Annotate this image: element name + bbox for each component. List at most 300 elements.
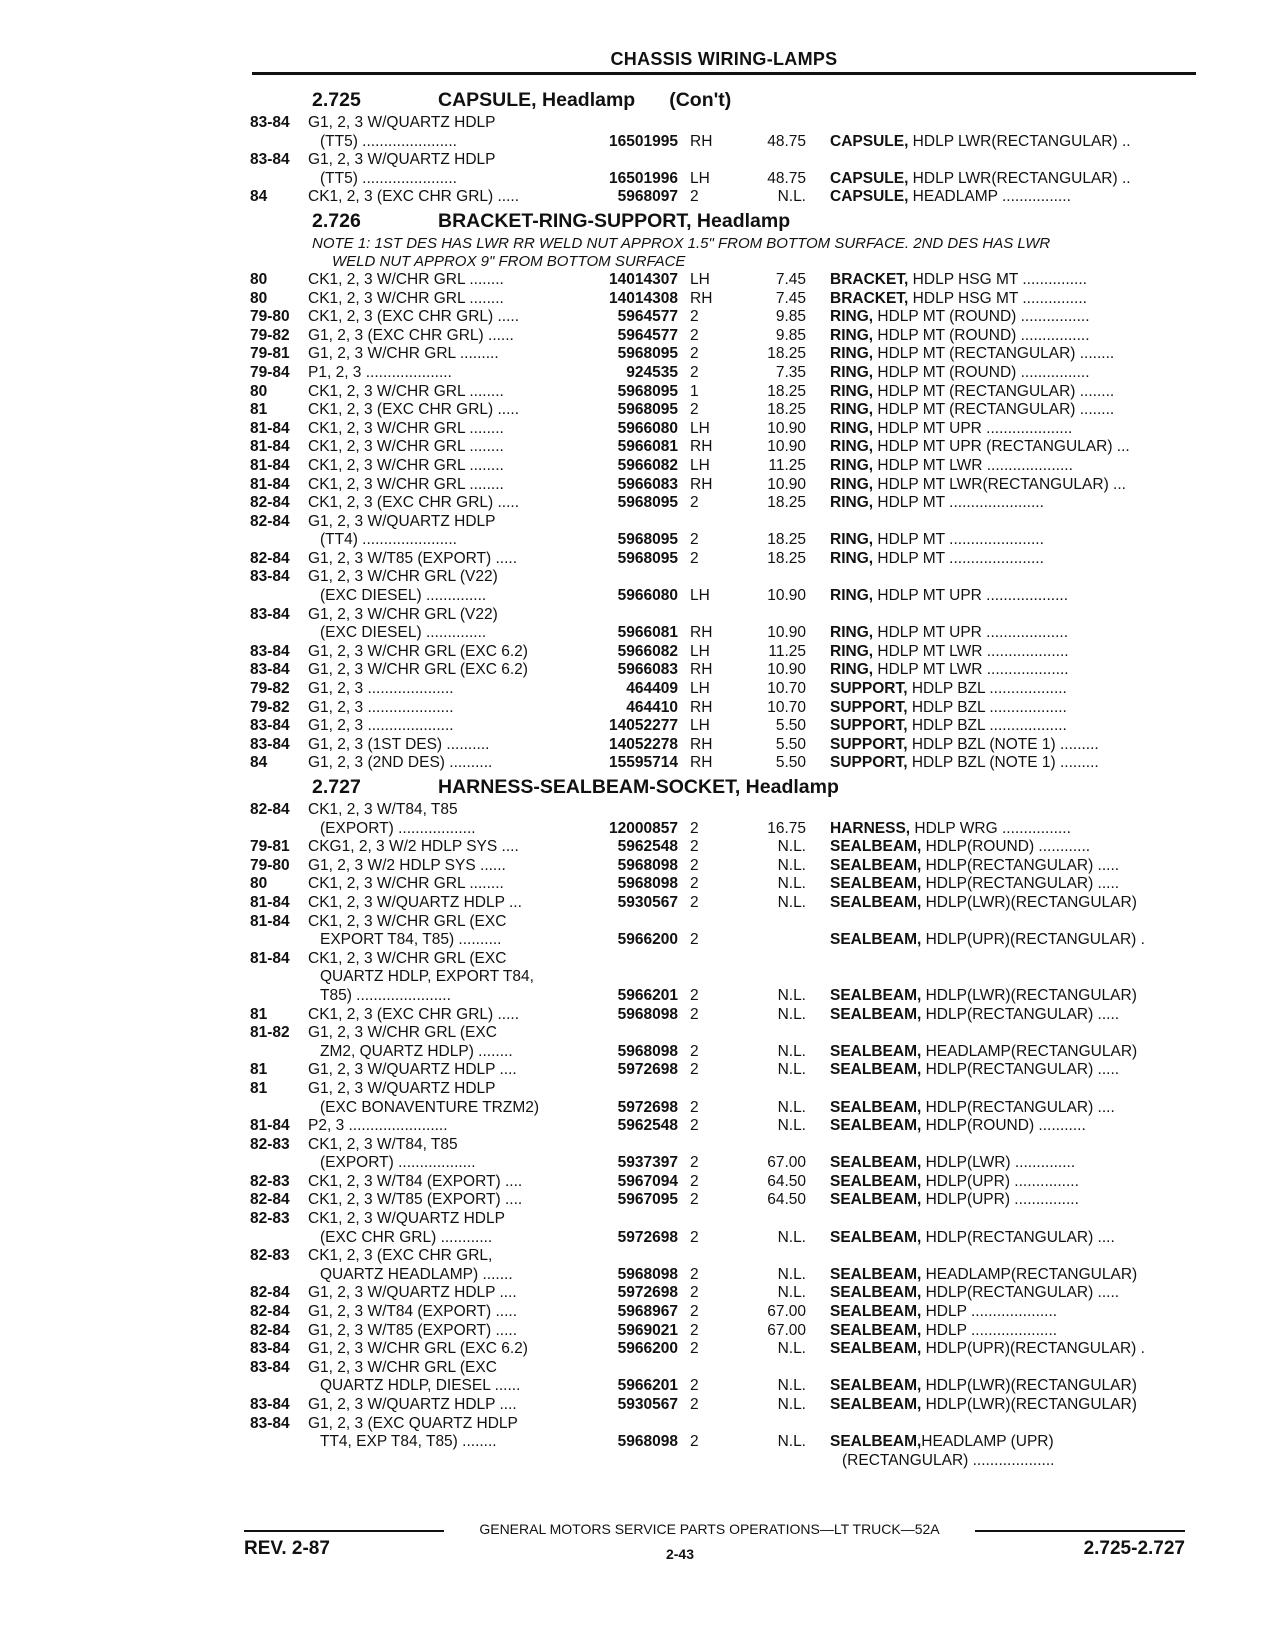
price (726, 568, 830, 587)
description-detail: HDLP MT LWR ................... (873, 661, 1069, 679)
price: 48.75 (767, 169, 806, 187)
price: N.L. (777, 1340, 806, 1358)
model-years: 84 (250, 188, 268, 206)
table-row (250, 587, 1200, 606)
description (830, 1006, 1200, 1025)
part-number (576, 1210, 690, 1229)
table-row (250, 1284, 1200, 1303)
price (726, 1210, 830, 1229)
application: ZM2, QUARTZ HDLP) ........ (320, 1042, 513, 1060)
price: N.L. (777, 1228, 806, 1246)
table-row (250, 271, 1200, 290)
table-row (250, 1266, 1200, 1285)
model-years: 82-84 (250, 512, 290, 530)
description-noun: SEALBEAM, (830, 1098, 922, 1116)
table-row (250, 987, 1200, 1006)
description-detail: HDLP MT (ROUND) ................ (873, 308, 1090, 326)
part-number (576, 1247, 690, 1266)
table-row (250, 1303, 1200, 1322)
table-row (250, 661, 1200, 680)
price: 7.45 (775, 270, 806, 288)
model-years: 82-84 (250, 801, 290, 818)
description-noun: RING, (830, 363, 874, 381)
quantity: 2 (690, 326, 699, 344)
description (830, 624, 1200, 643)
table-row (250, 438, 1200, 457)
application: CK1, 2, 3 (EXC CHR GRL) ..... (308, 1005, 520, 1023)
application: CK1, 2, 3 W/CHR GRL ........ (308, 475, 504, 493)
description-noun: SEALBEAM, (830, 875, 922, 893)
application: G1, 2, 3 W/T85 (EXPORT) ..... (308, 549, 518, 567)
model-years: 82-83 (250, 1247, 290, 1265)
quantity: RH (690, 132, 713, 150)
application: CK1, 2, 3 W/CHR GRL ........ (308, 438, 504, 456)
description (830, 1396, 1200, 1415)
quantity (690, 1452, 726, 1471)
description (830, 913, 1200, 932)
quantity: LH (690, 456, 710, 474)
model-years (250, 587, 308, 606)
description-detail: HEADLAMP (UPR) (921, 1433, 1054, 1451)
application: TT4, EXP T84, T85) ........ (320, 1433, 497, 1451)
description-noun: SEALBEAM, (830, 1154, 922, 1172)
model-years: 79-84 (250, 363, 290, 381)
description-noun: SUPPORT, (830, 754, 908, 772)
description-detail: HDLP BZL (NOTE 1) ......... (907, 754, 1099, 772)
description-detail: HDLP HSG MT ............... (908, 270, 1087, 288)
part-number: 5966080 (617, 587, 678, 605)
quantity: LH (690, 717, 710, 735)
description-detail: HDLP(RECTANGULAR) ..... (921, 1005, 1120, 1023)
model-years: 81-84 (250, 949, 290, 967)
model-years: 82-84 (250, 494, 290, 512)
price: 10.90 (767, 438, 806, 456)
description-detail: HDLP(RECTANGULAR) ..... (921, 875, 1120, 893)
description-detail: HDLP(UPR) ............... (921, 1172, 1079, 1190)
application: (TT4) ...................... (320, 531, 457, 549)
description (830, 1210, 1200, 1229)
part-number: 5966081 (617, 438, 678, 456)
table-row (250, 1415, 1200, 1434)
part-number (576, 950, 690, 969)
part-number: 12000857 (609, 819, 678, 837)
table-row (250, 1061, 1200, 1080)
description (830, 170, 1200, 189)
quantity: 2 (690, 188, 699, 206)
description-noun: SEALBEAM, (830, 1191, 922, 1209)
application: CK1, 2, 3 W/CHR GRL ........ (308, 875, 504, 893)
part-number (576, 513, 690, 532)
application: G1, 2, 3 W/T84 (EXPORT) ..... (308, 1303, 518, 1321)
section-note: WELD NUT APPROX 9" FROM BOTTOM SURFACE (332, 252, 686, 270)
price: N.L. (777, 838, 806, 856)
description-detail: HDLP(RECTANGULAR) .... (921, 1098, 1115, 1116)
description (830, 513, 1200, 532)
price: 10.70 (767, 680, 806, 698)
application: CK1, 2, 3 (EXC CHR GRL, (308, 1247, 493, 1265)
price: 9.85 (775, 308, 806, 326)
quantity (690, 606, 726, 625)
description (830, 1229, 1200, 1248)
part-number: 5968098 (617, 1433, 678, 1451)
application: G1, 2, 3 .................... (308, 680, 454, 698)
quantity: 2 (690, 1117, 699, 1135)
part-number: 5966082 (617, 456, 678, 474)
description (830, 1377, 1200, 1396)
part-number: 5968095 (617, 382, 678, 400)
model-years: 80 (250, 289, 268, 307)
model-years: 81 (250, 1061, 268, 1079)
part-number: 5966081 (617, 624, 678, 642)
description (830, 420, 1200, 439)
description-noun: SEALBEAM, (830, 1377, 922, 1395)
description-detail: HDLP(RECTANGULAR) ..... (921, 856, 1120, 874)
application: QUARTZ HDLP, EXPORT T84, (320, 968, 534, 986)
quantity: 2 (690, 1154, 699, 1172)
description (830, 587, 1200, 606)
application: G1, 2, 3 W/QUARTZ HDLP (308, 114, 496, 131)
table-row (250, 1322, 1200, 1341)
quantity: RH (690, 624, 713, 642)
model-years: 79-80 (250, 856, 290, 874)
description-detail: HDLP .................... (921, 1321, 1058, 1339)
price: N.L. (777, 1396, 806, 1413)
section-number: 2.727 (312, 776, 361, 798)
description (830, 1359, 1200, 1378)
model-years: 81 (250, 401, 268, 419)
application: (EXPORT) .................. (320, 1154, 476, 1172)
description-detail: HDLP LWR(RECTANGULAR) .. (908, 169, 1131, 187)
price: 10.90 (767, 587, 806, 605)
description (830, 1266, 1200, 1285)
application: CK1, 2, 3 W/T84, T85 (308, 1135, 458, 1153)
part-number: 16501995 (609, 132, 678, 150)
part-number: 5966082 (617, 642, 678, 660)
price (726, 1359, 830, 1378)
part-number: 14014307 (609, 270, 678, 288)
application: G1, 2, 3 W/CHR GRL (EXC (308, 1358, 497, 1376)
description (830, 133, 1200, 152)
table-row (250, 1080, 1200, 1099)
description (830, 717, 1200, 736)
section-heading (250, 86, 1200, 114)
part-number: 5964577 (617, 326, 678, 344)
description-detail: HDLP .................... (921, 1303, 1058, 1321)
table-row (250, 894, 1200, 913)
part-number: 5966080 (617, 419, 678, 437)
part-number: 5967094 (617, 1172, 678, 1190)
price (726, 1247, 830, 1266)
part-number: 5930567 (617, 1396, 678, 1413)
price: N.L. (777, 875, 806, 893)
part-number (576, 1024, 690, 1043)
description (830, 1043, 1200, 1062)
price: 48.75 (767, 132, 806, 150)
model-years: 79-82 (250, 680, 290, 698)
application: CK1, 2, 3 W/CHR GRL ........ (308, 289, 504, 307)
price: 18.25 (767, 531, 806, 549)
section-number: 2.726 (312, 209, 361, 232)
application: CK1, 2, 3 W/T84, T85 (308, 801, 458, 818)
price: 10.70 (767, 698, 806, 716)
quantity: 2 (690, 308, 699, 326)
model-years: 83-84 (250, 114, 290, 131)
quantity: 2 (690, 1265, 699, 1283)
application: G1, 2, 3 W/QUARTZ HDLP (308, 151, 496, 169)
description (830, 661, 1200, 680)
quantity: RH (690, 754, 713, 772)
description-detail: HDLP MT (RECTANGULAR) ........ (873, 401, 1115, 419)
description-noun: SEALBEAM, (830, 1228, 922, 1246)
description (830, 987, 1200, 1006)
model-years: 80 (250, 875, 268, 893)
quantity: 2 (690, 1061, 699, 1079)
price: 11.25 (768, 456, 806, 474)
description-noun: SEALBEAM, (830, 893, 922, 911)
model-years (250, 1266, 308, 1285)
description-detail: HEADLAMP(RECTANGULAR) (921, 1042, 1138, 1060)
table-row (250, 151, 1200, 170)
section-title: HARNESS-SEALBEAM-SOCKET, Headlamp (438, 776, 839, 798)
description-noun: SEALBEAM, (830, 1284, 922, 1302)
application: CK1, 2, 3 W/T85 (EXPORT) .... (308, 1191, 523, 1209)
application: CK1, 2, 3 W/CHR GRL ........ (308, 382, 504, 400)
part-number: 5968097 (617, 188, 678, 206)
section-heading (250, 207, 1200, 235)
application: CK1, 2, 3 (EXC CHR GRL) ..... (308, 188, 520, 206)
quantity: 2 (690, 838, 699, 856)
model-years (250, 170, 308, 189)
model-years: 83-84 (250, 1396, 290, 1413)
table-row (250, 875, 1200, 894)
table-row (250, 606, 1200, 625)
price: 7.35 (775, 363, 806, 381)
model-years (250, 968, 308, 987)
table-row (250, 531, 1200, 550)
price: 5.50 (775, 754, 806, 772)
description (830, 950, 1200, 969)
description (830, 1024, 1200, 1043)
price: 18.25 (767, 549, 806, 567)
parts-listing (250, 86, 1200, 1470)
description (830, 550, 1200, 569)
description-noun: RING, (830, 419, 874, 437)
description-noun: RING, (830, 308, 874, 326)
quantity: LH (690, 169, 710, 187)
application: G1, 2, 3 W/2 HDLP SYS ...... (308, 856, 506, 874)
description (830, 1117, 1200, 1136)
price: N.L. (777, 1377, 806, 1395)
description (830, 643, 1200, 662)
description-detail: HDLP(UPR) ............... (921, 1191, 1079, 1209)
description-detail: HDLP(LWR)(RECTANGULAR) (921, 1377, 1137, 1395)
quantity: 2 (690, 856, 699, 874)
description-detail: HDLP BZL (NOTE 1) ......... (907, 735, 1099, 753)
table-row (250, 838, 1200, 857)
footer-publisher: GENERAL MOTORS SERVICE PARTS OPERATIONS—LT TRUCK—52A (479, 1521, 940, 1537)
description-detail: HDLP MT UPR .................... (873, 419, 1073, 437)
part-number: 5972698 (617, 1228, 678, 1246)
section-heading (250, 773, 1200, 801)
model-years: 81-84 (250, 893, 290, 911)
model-years: 80 (250, 382, 268, 400)
application: P1, 2, 3 .................... (308, 363, 452, 381)
section-title: CAPSULE, Headlamp (438, 89, 636, 111)
quantity: 2 (690, 345, 699, 363)
table-row (250, 290, 1200, 309)
model-years: 82-84 (250, 1321, 290, 1339)
part-number: 5968095 (617, 531, 678, 549)
model-years: 83-84 (250, 661, 290, 679)
quantity (690, 950, 726, 969)
model-years (250, 1433, 308, 1452)
quantity: RH (690, 735, 713, 753)
description-detail: HDLP MT LWR(RECTANGULAR) ... (873, 475, 1126, 493)
model-years: 83-84 (250, 1358, 290, 1376)
price (726, 151, 830, 170)
table-row (250, 1154, 1200, 1173)
table-row (250, 1006, 1200, 1025)
application: CK1, 2, 3 W/CHR GRL ........ (308, 456, 504, 474)
description-noun: SEALBEAM, (830, 1172, 922, 1190)
description (830, 857, 1200, 876)
quantity: LH (690, 642, 710, 660)
application: G1, 2, 3 W/T85 (EXPORT) ..... (308, 1321, 518, 1339)
price: 64.50 (767, 1191, 806, 1209)
part-number: 5969021 (617, 1321, 678, 1339)
application: CK1, 2, 3 W/CHR GRL (EXC (308, 949, 507, 967)
quantity: RH (690, 289, 713, 307)
description (830, 1080, 1200, 1099)
price (726, 1415, 830, 1434)
part-number: 5966200 (617, 931, 678, 949)
table-row (250, 913, 1200, 932)
description-detail: HEADLAMP(RECTANGULAR) (921, 1265, 1138, 1283)
model-years (250, 931, 308, 950)
quantity (690, 1415, 726, 1434)
description-detail: HDLP(RECTANGULAR) .... (921, 1228, 1115, 1246)
description (830, 568, 1200, 587)
part-number: 924535 (626, 363, 678, 381)
model-years: 84 (250, 754, 268, 772)
description (830, 931, 1200, 950)
table-row (250, 188, 1200, 207)
description (830, 438, 1200, 457)
description-detail: HDLP MT UPR ................... (873, 624, 1069, 642)
quantity: 2 (690, 875, 699, 893)
table-row (250, 1359, 1200, 1378)
description-detail: HDLP MT ...................... (873, 494, 1044, 512)
model-years: 81-84 (250, 419, 290, 437)
part-number (576, 1415, 690, 1434)
quantity: 2 (690, 549, 699, 567)
quantity (690, 513, 726, 532)
table-row (250, 801, 1200, 820)
part-number (576, 114, 690, 133)
part-number (576, 1080, 690, 1099)
model-years (250, 1229, 308, 1248)
price (726, 1080, 830, 1099)
description-detail: HDLP MT UPR (RECTANGULAR) ... (873, 438, 1130, 456)
section-continued: (Con't) (669, 89, 732, 111)
application: CK1, 2, 3 W/T84 (EXPORT) .... (308, 1172, 523, 1190)
description-detail: HDLP(LWR)(RECTANGULAR) (921, 893, 1137, 911)
page-title: CHASSIS WIRING-LAMPS (610, 49, 838, 69)
price: N.L. (777, 856, 806, 874)
application: CK1, 2, 3 W/CHR GRL ........ (308, 270, 504, 288)
application: (TT5) ...................... (320, 132, 457, 150)
table-row (250, 170, 1200, 189)
table-row (250, 754, 1200, 773)
description (830, 820, 1200, 839)
application: T85) ...................... (320, 986, 451, 1004)
description-detail: HDLP(RECTANGULAR) ..... (921, 1284, 1120, 1302)
table-row (250, 968, 1200, 987)
description-detail: HDLP(LWR)(RECTANGULAR) (921, 1396, 1137, 1413)
description-detail: HDLP(LWR)(RECTANGULAR) (921, 986, 1137, 1004)
price (726, 931, 830, 950)
part-number: 5968095 (617, 494, 678, 512)
price: 5.50 (775, 735, 806, 753)
application: P2, 3 ....................... (308, 1117, 448, 1135)
part-number: 14052278 (609, 735, 678, 753)
description-noun: RING, (830, 456, 874, 474)
table-row (250, 1136, 1200, 1155)
table-row (250, 308, 1200, 327)
table-row (250, 401, 1200, 420)
model-years: 83-84 (250, 151, 290, 169)
part-number: 5966083 (617, 475, 678, 493)
description (830, 875, 1200, 894)
description-detail: HDLP MT (ROUND) ................ (873, 326, 1090, 344)
quantity: LH (690, 587, 710, 605)
table-row (250, 1396, 1200, 1415)
quantity: 2 (690, 1098, 699, 1116)
description (830, 680, 1200, 699)
description-noun: BRACKET, (830, 270, 909, 288)
model-years (250, 1154, 308, 1173)
quantity: RH (690, 698, 713, 716)
table-row (250, 568, 1200, 587)
description-noun: SEALBEAM, (830, 1117, 922, 1135)
table-row (250, 1043, 1200, 1062)
price: N.L. (777, 893, 806, 911)
description (830, 290, 1200, 309)
quantity: 2 (690, 1396, 699, 1413)
part-number: 14052277 (609, 717, 678, 735)
price (726, 801, 830, 820)
description-detail: HEADLAMP ................ (908, 188, 1071, 206)
price: 10.90 (767, 661, 806, 679)
model-years: 82-84 (250, 549, 290, 567)
quantity (690, 568, 726, 587)
application: (TT5) ...................... (320, 169, 457, 187)
price: N.L. (777, 1284, 806, 1302)
model-years (250, 624, 308, 643)
model-years: 82-84 (250, 1191, 290, 1209)
part-number: 5966200 (617, 1340, 678, 1358)
model-years: 81 (250, 1005, 268, 1023)
footer-rule-left (244, 1530, 444, 1532)
price: 16.75 (767, 819, 806, 837)
table-row (250, 1452, 1200, 1471)
quantity: 2 (690, 1172, 699, 1190)
price: 18.25 (767, 345, 806, 363)
part-number (576, 1136, 690, 1155)
quantity: 2 (690, 1228, 699, 1246)
application: G1, 2, 3 W/CHR GRL ......... (308, 345, 499, 363)
quantity: 2 (690, 1433, 699, 1451)
